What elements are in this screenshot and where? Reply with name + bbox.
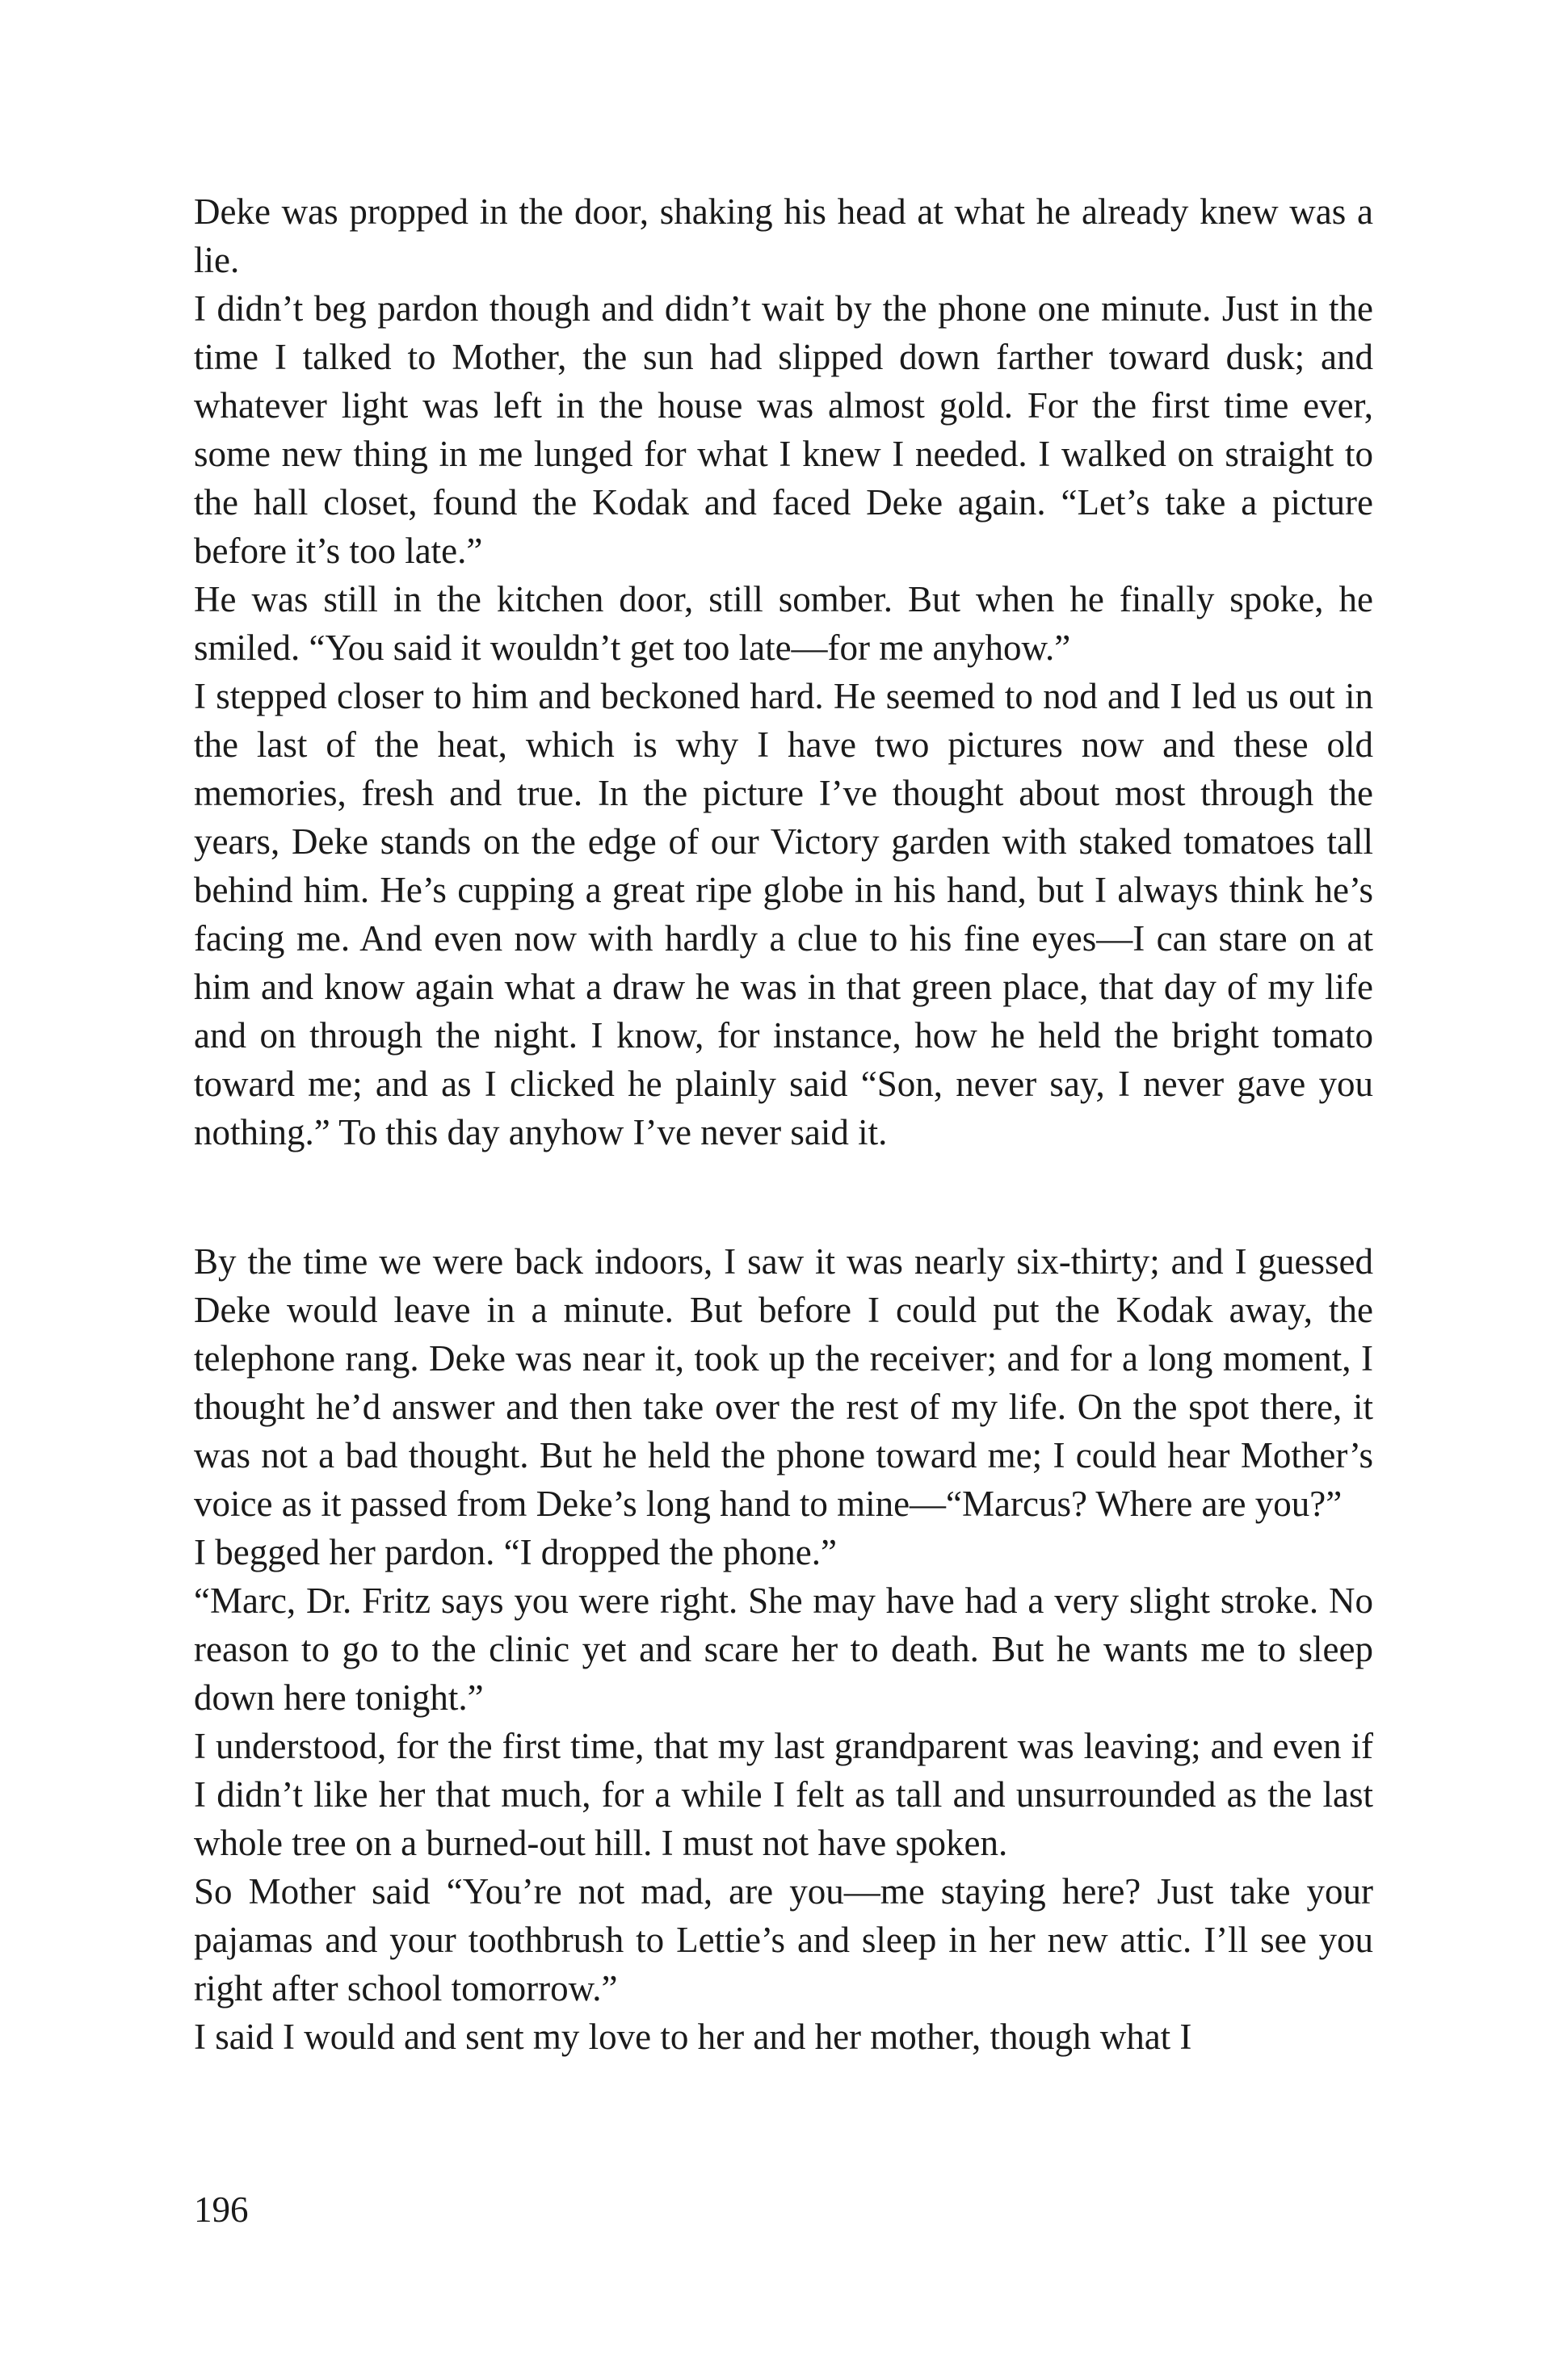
text-section-1 xyxy=(194,187,1373,1156)
text-section-2 xyxy=(194,1237,1373,2061)
paragraph: I begged her pardon. “I dropped the phone.” xyxy=(194,1532,837,1572)
paragraph: Deke was propped in the door, shaking his head at what he already knew was a lie. xyxy=(194,191,1373,280)
paragraph: I understood, for the first time, that my last grandparent was leaving; and even if I didn’t like her that much, for a while I felt as tall and unsurrounded as the last whole tree on a burned-out hill. I must not have spoken. xyxy=(194,1726,1373,1863)
paragraph: By the time we were back indoors, I saw it was nearly six-thirty; and I guessed Deke would leave in a minute. But before I could put the Kodak away, the telephone rang. Deke was near it, took up the receiver; and for a long moment, I thought he’d answer and then take over the rest of my life. On the spot there, it was not a bad thought. But he held the phone toward me; I could hear Mother’s voice as it passed from Deke’s long hand to mine—“Marcus? Where are you?” xyxy=(194,1241,1373,1524)
paragraph: “Marc, Dr. Fritz says you were right. She may have had a very slight stroke. No reason to go to the clinic yet and scare her to death. But he wants me to sleep down here tonight.” xyxy=(194,1580,1373,1718)
paragraph: I stepped closer to him and beckoned hard. He seemed to nod and I led us out in the last of the heat, which is why I have two pictures now and these old memories, fresh and true. In the picture I’ve thought about most through the years, Deke stands on the edge of our Victory garden with staked tomatoes tall behind him. He’s cupping a great ripe globe in his hand, but I always think he’s facing me. And even now with hardly a clue to his fine eyes—I can stare on at him and know again what a draw he was in that green place, that day of my life and on through the night. I know, for instance, how he held the bright tomato toward me; and as I clicked he plainly said “Son, never say, I never gave you nothing.” To this day anyhow I’ve never said it. xyxy=(194,676,1373,1152)
paragraph: I said I would and sent my love to her and her mother, though what I xyxy=(194,2017,1192,2057)
paragraph: He was still in the kitchen door, still somber. But when he finally spoke, he smiled. “You said it wouldn’t get too late—for me anyhow.” xyxy=(194,579,1373,668)
paragraph: I didn’t beg pardon though and didn’t wait by the phone one minute. Just in the time I talked to Mother, the sun had slipped down farther toward dusk; and whatever light was left in the house was almost gold. For the first time ever, some new thing in me lunged for what I knew I needed. I walked on straight to the hall closet, found the Kodak and faced Deke again. “Let’s take a picture before it’s too late.” xyxy=(194,288,1373,571)
paragraph: So Mother said “You’re not mad, are you—me staying here? Just take your pajamas and your toothbrush to Lettie’s and sleep in her new attic. I’ll see you right after school tomorrow.” xyxy=(194,1871,1373,2009)
page-number: 196 xyxy=(194,2189,249,2230)
